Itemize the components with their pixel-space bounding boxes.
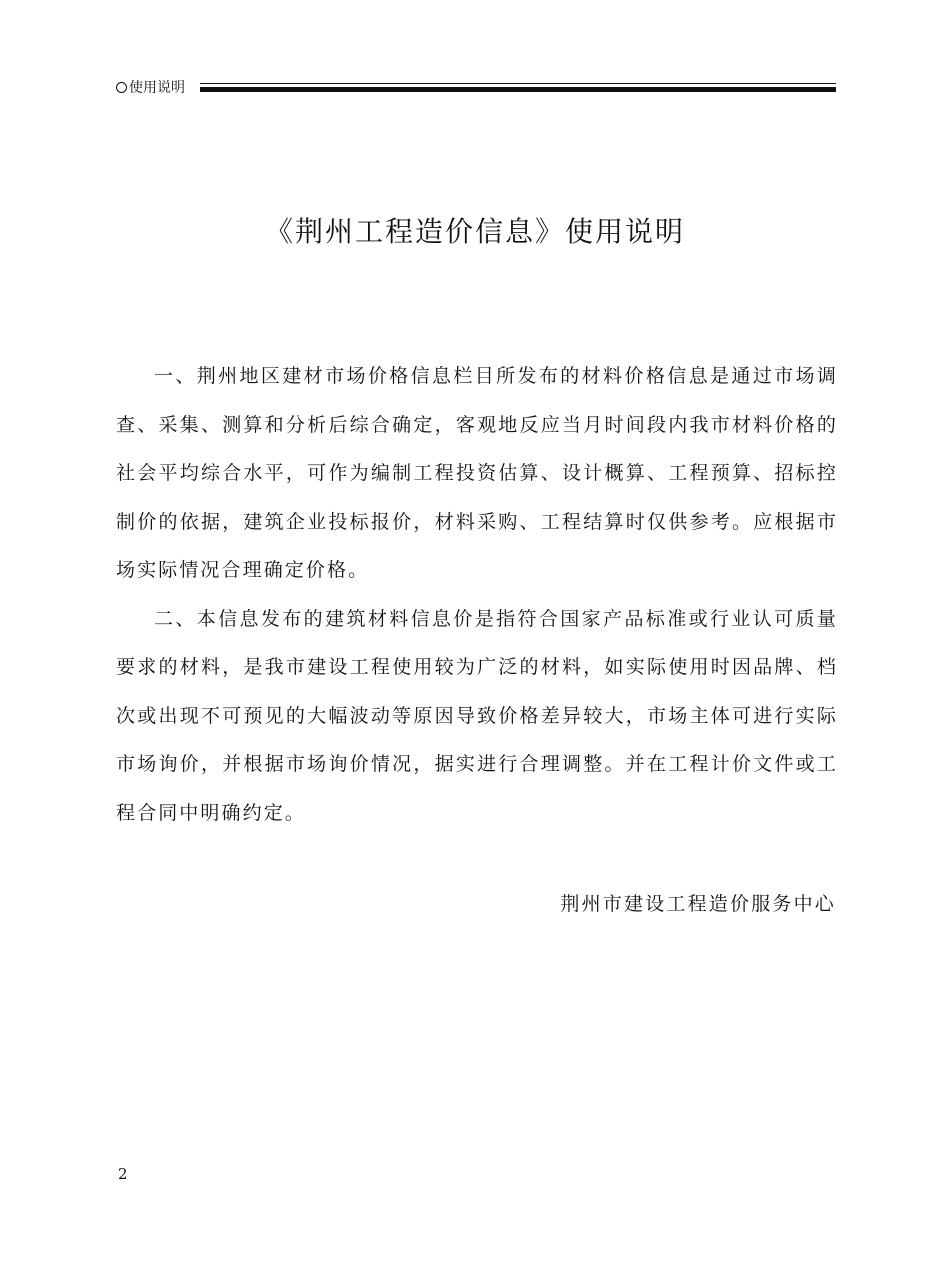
signature: 荆州市建设工程造价服务中心: [560, 893, 836, 915]
page-header: [116, 78, 836, 98]
section-label-text: 使用说明: [129, 80, 185, 96]
circle-icon: [116, 82, 127, 93]
paragraph-1: 一、荆州地区建材市场价格信息栏目所发布的材料价格信息是通过市场调查、采集、测算和分析后综合确定，客观地反应当月时间段内我市材料价格的社会平均综合水平，可作为编制工程投资估算、设计概算、工程预算、招标控制价的依据，建筑企业投标报价，材料采购、工程结算时仅供参考。应根据市场实际情况合理确定价格。: [116, 365, 838, 581]
section-label: [116, 78, 185, 98]
header-rule-thin: [200, 83, 836, 84]
paragraph-2: 二、本信息发布的建筑材料信息价是指符合国家产品标准或行业认可质量要求的材料，是我市建设工程使用较为广泛的材料，如实际使用时因品牌、档次或出现不可预见的大幅波动等原因导致价格差异较大，市场主体可进行实际市场询价，并根据市场询价情况，据实进行合理调整。并在工程计价文件或工程合同中明确约定。: [116, 607, 838, 824]
header-rule-thick: [200, 87, 836, 92]
body-text: [116, 352, 838, 837]
page-title: 《荆州工程造价信息》使用说明: [264, 215, 685, 248]
page-number: 2: [118, 1165, 128, 1183]
